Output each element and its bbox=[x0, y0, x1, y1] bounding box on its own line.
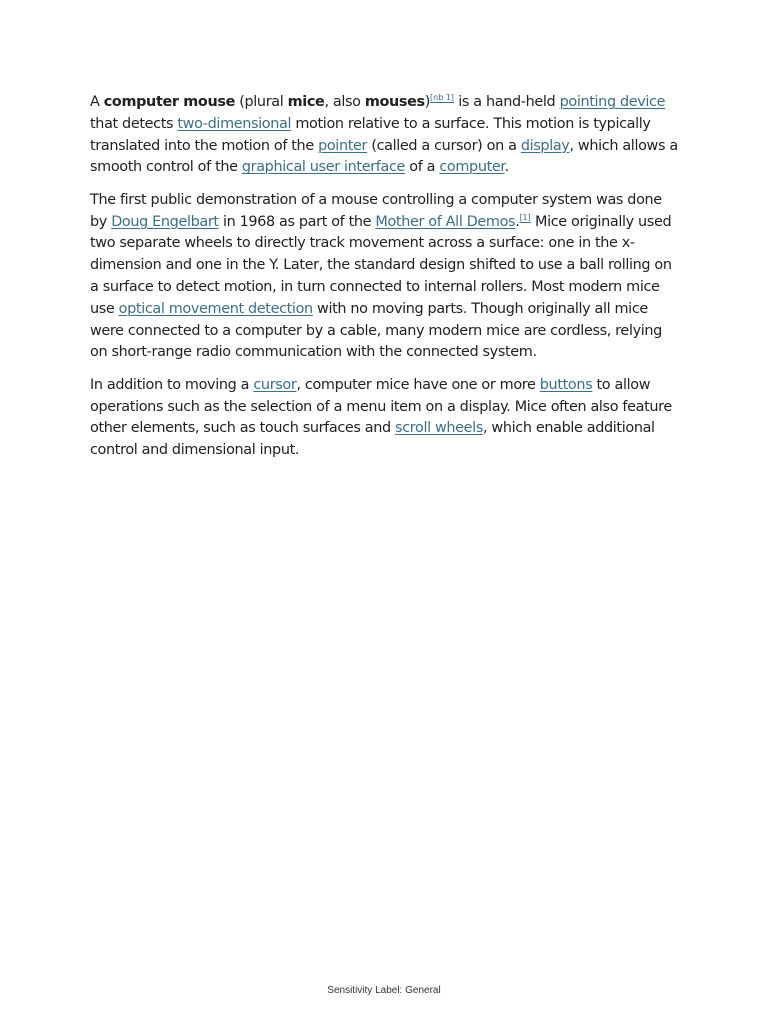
paragraph-text: ) bbox=[424, 94, 431, 110]
article-paragraph bbox=[90, 375, 678, 462]
paragraph-text: with no moving parts. Though originally all mice were connected to a computer by a cable, many modern mice are cordless, relying on short-range radio communication with the connected system. bbox=[90, 300, 662, 361]
article-link[interactable]: Mother of All Demos bbox=[375, 213, 516, 230]
paragraph-text: . bbox=[515, 213, 520, 230]
footnote-reference[interactable]: [1] bbox=[519, 212, 531, 222]
article-body bbox=[90, 92, 678, 473]
paragraph-text: motion relative to a surface. This motion is typically translated into the motion of the bbox=[90, 115, 651, 154]
paragraph-text: The first public demonstration of a mouse controlling a computer system was done by bbox=[90, 191, 662, 230]
paragraph-text: (called a cursor) on a bbox=[367, 137, 521, 154]
footnote-reference[interactable]: [nb 1] bbox=[430, 93, 455, 102]
article-link[interactable]: display bbox=[520, 137, 570, 154]
article-link[interactable]: computer bbox=[439, 159, 505, 176]
paragraph-text: A bbox=[90, 94, 104, 110]
bold-term: mouses bbox=[364, 94, 425, 110]
bold-term: computer mouse bbox=[103, 94, 235, 110]
paragraph-text: , which allows a smooth control of the bbox=[90, 137, 678, 176]
article-link[interactable]: cursor bbox=[253, 376, 297, 393]
paragraph-text: Mice originally used two separate wheels to directly track movement across a surface: one in the x-dimension and one in the Y. Later, the standard design shifted to use a ball rolling on a surface to detect motion, in turn connected to internal rollers. Most modern mice use bbox=[90, 213, 672, 317]
paragraph-text: of a bbox=[405, 159, 440, 176]
paragraph-text: that detects bbox=[90, 115, 178, 132]
paragraph-text: , which enable additional control and dimensional input. bbox=[90, 420, 655, 459]
paragraph-text: in 1968 as part of the bbox=[218, 213, 376, 230]
article-paragraph bbox=[90, 92, 678, 179]
article-link[interactable]: buttons bbox=[539, 376, 593, 393]
paragraph-text: , also bbox=[324, 94, 365, 110]
paragraph-text: (plural bbox=[235, 94, 288, 110]
article-paragraph bbox=[90, 190, 678, 364]
paragraph-text: In addition to moving a bbox=[90, 376, 254, 393]
paragraph-text: is a hand-held bbox=[454, 94, 560, 110]
article-link[interactable]: pointer bbox=[318, 137, 368, 154]
article-link[interactable]: graphical user interface bbox=[241, 159, 406, 176]
article-link[interactable]: optical movement detection bbox=[118, 300, 313, 317]
article-link[interactable]: Doug Engelbart bbox=[111, 213, 219, 230]
article-link[interactable]: two-dimensional bbox=[177, 115, 292, 132]
article-link[interactable]: scroll wheels bbox=[395, 420, 483, 437]
paragraph-text: , computer mice have one or more bbox=[296, 376, 540, 393]
paragraph-text: to allow operations such as the selection of a menu item on a display. Mice often also feature other elements, such as touch surfaces and bbox=[90, 376, 672, 437]
bold-term: mice bbox=[287, 94, 325, 110]
article-link[interactable]: pointing device bbox=[559, 94, 666, 110]
sensitivity-label: Sensitivity Label: General bbox=[327, 985, 441, 996]
paragraph-text: . bbox=[504, 159, 509, 176]
